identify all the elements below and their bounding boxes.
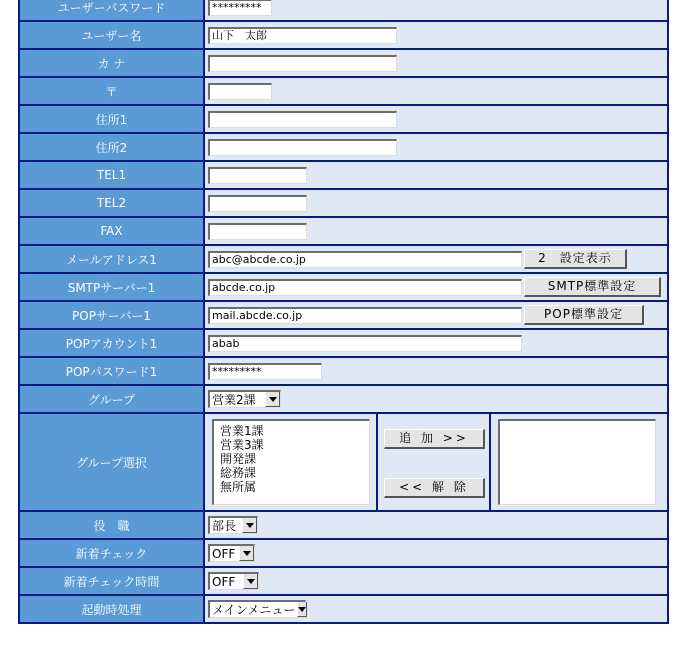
group-select-value: 営業2課 (212, 393, 256, 407)
popaccount1-field[interactable]: abab (208, 335, 522, 352)
kana-field[interactable] (208, 55, 397, 72)
position-label: 役 職 (19, 511, 204, 539)
popaccount1-label: POPアカウント1 (19, 329, 204, 357)
list-item[interactable]: 無所属 (220, 480, 257, 494)
smtp1-label: SMTPサーバー1 (19, 273, 204, 301)
pop1-field[interactable]: mail.abcde.co.jp (208, 307, 522, 324)
new-check-time-select[interactable] (208, 572, 259, 590)
selected-groups-list[interactable] (498, 419, 656, 505)
password-field[interactable]: ********* (208, 0, 272, 16)
row-popaccount1 (19, 329, 668, 357)
address1-label: 住所1 (19, 105, 204, 133)
tel1-label: TEL1 (19, 161, 204, 189)
group-select-label: グループ選択 (19, 413, 204, 511)
position-select-value: 部長 (212, 519, 237, 533)
user-settings-form (18, 0, 669, 624)
mail1-field[interactable]: abc@abcde.co.jp (208, 251, 522, 268)
zip-label: 〒 (19, 77, 204, 105)
row-address1 (19, 105, 668, 133)
pop1-label: POPサーバー1 (19, 301, 204, 329)
startup-select-value: メインメニュー (212, 603, 296, 617)
username-field[interactable]: 山下 太郎 (208, 27, 397, 44)
row-address2 (19, 133, 668, 161)
row-kana (19, 49, 668, 77)
poppassword1-label: POPパスワード1 (19, 357, 204, 385)
smtp-default-button[interactable]: SMTP標準設定 (524, 277, 661, 297)
chevron-down-icon (265, 392, 280, 407)
new-check-time-label: 新着チェック時間 (19, 567, 204, 595)
row-tel2 (19, 189, 668, 217)
row-new-check (19, 539, 668, 567)
list-item[interactable]: 総務課 (220, 466, 257, 480)
row-smtp1 (19, 273, 668, 301)
fax-field[interactable] (208, 223, 307, 240)
row-username (19, 21, 668, 49)
new-check-time-select-value: OFF (212, 574, 236, 589)
available-groups-list[interactable] (212, 419, 370, 505)
kana-label: カ ナ (19, 49, 204, 77)
row-tel1 (19, 161, 668, 189)
list-item[interactable]: 営業1課 (220, 424, 264, 438)
remove-group-button[interactable]: << 解 除 (384, 478, 485, 498)
row-startup (19, 595, 668, 623)
startup-label: 起動時処理 (19, 595, 204, 623)
group-select[interactable] (208, 390, 281, 408)
list-item[interactable]: 営業3課 (220, 438, 264, 452)
divider (489, 414, 491, 510)
startup-select[interactable] (208, 600, 306, 618)
poppassword1-field[interactable]: ********* (208, 363, 322, 380)
row-new-check-time (19, 567, 668, 595)
chevron-down-icon (239, 546, 254, 561)
tel1-field[interactable] (208, 167, 307, 184)
new-check-select[interactable] (208, 544, 255, 562)
zip-field[interactable] (208, 83, 272, 100)
row-zip (19, 77, 668, 105)
add-group-button[interactable]: 追 加 >> (384, 429, 485, 449)
pop-default-button[interactable]: POP標準設定 (524, 305, 644, 325)
group-picker (205, 414, 667, 510)
row-fax (19, 217, 668, 245)
chevron-down-icon (243, 574, 258, 589)
mail1-label: メールアドレス1 (19, 245, 204, 273)
row-position (19, 511, 668, 539)
divider (376, 414, 378, 510)
address2-field[interactable] (208, 139, 397, 156)
password-label: ユーザーパスワード (19, 0, 204, 21)
fax-label: FAX (19, 217, 204, 245)
address2-label: 住所2 (19, 133, 204, 161)
new-check-label: 新着チェック (19, 539, 204, 567)
position-select[interactable] (208, 516, 258, 534)
row-pop1 (19, 301, 668, 329)
tel2-field[interactable] (208, 195, 307, 212)
username-label: ユーザー名 (19, 21, 204, 49)
row-group-select (19, 413, 668, 511)
row-group (19, 385, 668, 413)
row-password (19, 0, 668, 21)
new-check-select-value: OFF (212, 546, 236, 561)
chevron-down-icon (297, 602, 307, 617)
smtp1-field[interactable]: abcde.co.jp (208, 279, 522, 296)
list-item[interactable]: 開発課 (220, 452, 257, 466)
group-label: グループ (19, 385, 204, 413)
address1-field[interactable] (208, 111, 397, 128)
chevron-down-icon (242, 518, 257, 533)
row-poppassword1 (19, 357, 668, 385)
row-mail1 (19, 245, 668, 273)
tel2-label: TEL2 (19, 189, 204, 217)
mail-settings-display-button[interactable]: 2 設定表示 (524, 249, 627, 269)
